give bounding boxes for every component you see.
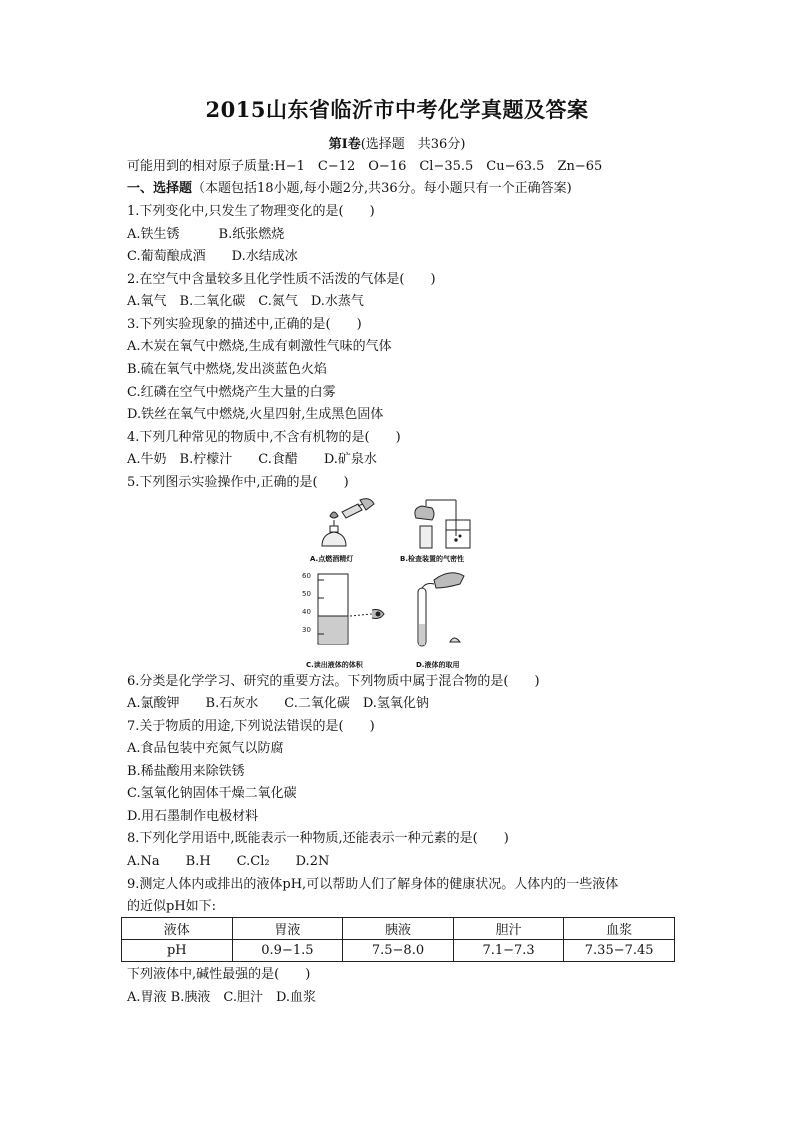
section-bold: 一、选择题: [127, 181, 193, 196]
airtightness-drawing: [415, 500, 470, 548]
q1-options-2: C.葡萄酿成酒 D.水结成冰: [127, 249, 298, 264]
ph-table: [121, 917, 675, 962]
caption-c: C.读出液体的体积: [306, 661, 363, 669]
table-cell: pH: [122, 940, 233, 962]
q7-option-a: A.食品包装中充氮气以防腐: [127, 741, 284, 756]
q6-options: A.氯酸钾 B.石灰水 C.二氧化碳 D.氢氧化钠: [127, 696, 429, 711]
table-cell: 血浆: [564, 918, 675, 940]
section-subtitle: [0, 133, 794, 152]
liquid-pouring-drawing: [418, 573, 464, 646]
q4-stem: 4.下列几种常见的物质中,不含有机物的是( ): [127, 430, 401, 445]
q9-stem-2: 的近似pH如下:: [127, 899, 217, 914]
table-cell: 胆汁: [453, 918, 564, 940]
table-cell: 液体: [122, 918, 233, 940]
q6-stem: 6.分类是化学学习、研究的重要方法。下列物质中属于混合物的是( ): [127, 674, 540, 689]
caption-b: B.检查装置的气密性: [400, 555, 464, 563]
q9-question: 下列液体中,碱性最强的是( ): [127, 967, 311, 982]
scale-30-label: 30: [302, 626, 311, 634]
q7-stem: 7.关于物质的用途,下列说法错误的是( ): [127, 719, 375, 734]
table-row: [122, 940, 675, 962]
table-cell: 7.5−8.0: [343, 940, 454, 962]
table-cell: 0.9−1.5: [232, 940, 343, 962]
q8-options: A.Na B.H C.Cl₂ D.2N: [127, 854, 330, 869]
table-header-row: [122, 918, 675, 940]
caption-a: A.点燃酒精灯: [310, 555, 354, 563]
alcohol-lamp-drawing: [322, 499, 374, 546]
section-heading: [127, 180, 572, 198]
section-rest: （本题包括18小题,每小题2分,共36分。每小题只有一个正确答案): [192, 181, 572, 196]
q1-stem: 1.下列变化中,只发生了物理变化的是( ): [127, 204, 375, 219]
cylinder-reading-drawing: [318, 574, 384, 644]
q9-stem-1: 9.测定人体内或排出的液体pH,可以帮助人们了解身体的健康状况。人体内的一些液体: [127, 877, 619, 892]
table-cell: 胰液: [343, 918, 454, 940]
q3-option-a: A.木炭在氧气中燃烧,生成有刺激性气味的气体: [127, 339, 392, 354]
q3-stem: 3.下列实验现象的描述中,正确的是( ): [127, 317, 362, 332]
q8-stem: 8.下列化学用语中,既能表示一种物质,还能表示一种元素的是( ): [127, 831, 509, 846]
q1-options-1: A.铁生锈 B.纸张燃烧: [127, 227, 285, 242]
page-title: 2015山东省临沂市中考化学真题及答案: [205, 97, 589, 122]
q2-options: A.氧气 B.二氧化碳 C.氮气 D.水蒸气: [127, 294, 364, 309]
q3-option-c: C.红磷在空气中燃烧产生大量的白雾: [127, 385, 336, 400]
caption-d: D.液体的取用: [416, 661, 460, 669]
table-cell: 7.1−7.3: [453, 940, 564, 962]
lab-operations-illustration: [300, 496, 500, 670]
table-cell: 胃液: [232, 918, 343, 940]
atomic-mass-line: 可能用到的相对原子质量:H−1 C−12 O−16 Cl−35.5 Cu−63.5 Zn−65: [127, 159, 603, 174]
q3-option-d: D.铁丝在氧气中燃烧,火星四射,生成黑色固体: [127, 407, 384, 422]
q9-options: A.胃液 B.胰液 C.胆汁 D.血浆: [127, 990, 317, 1005]
q7-option-c: C.氢氧化钠固体干燥二氧化碳: [127, 786, 297, 801]
q4-options: A.牛奶 B.柠檬汁 C.食醋 D.矿泉水: [127, 452, 377, 467]
q7-option-d: D.用石墨制作电极材料: [127, 809, 259, 824]
q2-stem: 2.在空气中含量较多且化学性质不活泼的气体是( ): [127, 272, 436, 287]
q3-option-b: B.硫在氧气中燃烧,发出淡蓝色火焰: [127, 362, 327, 377]
q7-option-b: B.稀盐酸用来除铁锈: [127, 764, 245, 779]
scale-50-label: 50: [302, 590, 311, 598]
scale-60-label: 60: [302, 572, 311, 580]
subtitle-bold: 第Ⅰ卷: [328, 137, 361, 152]
q5-figure: [300, 496, 500, 670]
table-cell: 7.35−7.45: [564, 940, 675, 962]
scale-40-label: 40: [302, 608, 311, 616]
subtitle-rest: (选择题 共36分): [360, 137, 466, 152]
q5-stem: 5.下列图示实验操作中,正确的是( ): [127, 475, 349, 490]
